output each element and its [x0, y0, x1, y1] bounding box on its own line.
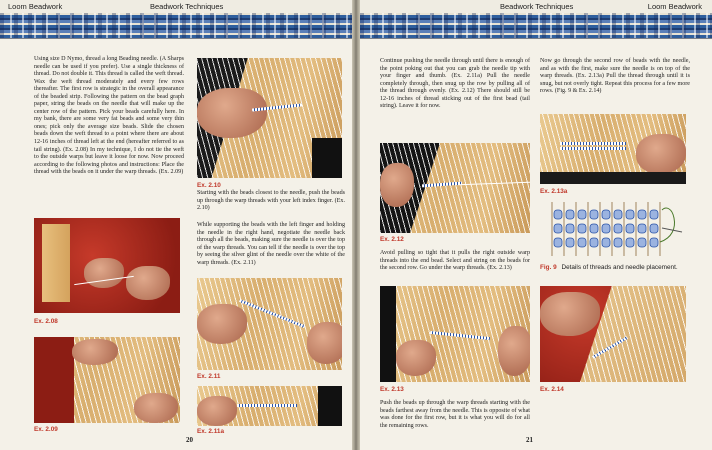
- right-header-title: Loom Beadwork: [647, 2, 702, 11]
- caption-ex-2-14: Ex. 2.14: [540, 386, 564, 393]
- left-page: [0, 0, 352, 450]
- photo-ex-2-13a: [540, 114, 686, 184]
- photo-ex-2-14: [540, 286, 686, 382]
- right-col2-text: Now go through the second row of beads with the needle, and as with the first, make sure the needle is on top of the warp threads. (Ex. 2.13a) Pull the thread through until it is snug, but not overly tight. Repeat this process for a few more rows. (Fig. 9 & Ex. 2.14): [540, 58, 690, 95]
- hand: [307, 322, 342, 364]
- hand-left: [84, 258, 124, 288]
- caption-ex-2-13a: Ex. 2.13a: [540, 188, 568, 195]
- hand: [134, 393, 178, 423]
- caption-ex-2-08: Ex. 2.08: [34, 318, 58, 325]
- caption-ex-2-11: Ex. 2.11: [197, 373, 221, 380]
- left-header-section: Beadwork Techniques: [150, 2, 224, 11]
- figure-9-description: Details of threads and needle placement.: [561, 264, 678, 271]
- left-col2-text-b: While supporting the beads with the left finger and holding the needle in the right hand, negotiate the needle back through all the beads, making sure the needle is over the top of the warp threads. You can tell if the needle is over the top by seeing the silver glint of the needle over the white of the warp threads. (Ex. 2.11): [197, 222, 345, 266]
- caption-ex-2-09: Ex. 2.09: [34, 426, 58, 433]
- bead-row: [560, 142, 626, 145]
- hand: [197, 304, 247, 344]
- right-col1-text-b: Avoid pulling so tight that it pulls the right outside warp threads into the end bead. Select and string on the beads for the second row. Go under the warp threads. (Ex. 2.13): [380, 250, 530, 272]
- left-col2-text-a: Starting with the beads closest to the needle, push the beads up through the warp threads with your left index finger. (Ex. 2.10): [197, 190, 345, 212]
- photo-ex-2-11: [197, 278, 342, 370]
- photo-ex-2-13: [380, 286, 530, 382]
- right-header: [360, 0, 712, 14]
- caption-ex-2-11a: Ex. 2.11a: [197, 428, 225, 435]
- right-header-section: Beadwork Techniques: [500, 2, 574, 11]
- photo-ex-2-12: [380, 143, 530, 233]
- right-col1-text-c: Push the beads up through the warp threads starting with the beads farthest away from the needle. This is opposite of what was done for the first row, but it is what you will do for all the remaining rows.: [380, 400, 530, 429]
- figure-9-caption: [540, 264, 678, 271]
- beaded-band-decoration: [360, 13, 712, 39]
- right-col1-text-a: Continue pushing the needle through until there is enough of the point poking out that you can grab the needle tip with your finger and thumb. (Ex. 2.11a) Pull the needle completely through, then snug up the row by pulling all of the thread through evenly. (Ex. 2.12) There should still be 12-16 inches of thread sticking out of the first bead (tail string). Leave it for now.: [380, 58, 530, 110]
- figure-9-diagram: [540, 198, 686, 260]
- hand: [72, 339, 118, 365]
- hand: [197, 88, 267, 138]
- hand: [498, 326, 530, 376]
- bead-row: [237, 404, 297, 407]
- left-page-number: 20: [186, 436, 193, 444]
- left-header: [0, 0, 352, 14]
- hand: [636, 134, 686, 174]
- photo-ex-2-08: [34, 218, 180, 313]
- loom-post: [42, 224, 70, 302]
- right-page-number: 21: [526, 436, 533, 444]
- red-background: [34, 337, 74, 423]
- right-page: [360, 0, 712, 450]
- photo-ex-2-09: [34, 337, 180, 423]
- beaded-band-decoration: [0, 13, 352, 39]
- hand: [540, 292, 600, 336]
- left-header-title: Loom Beadwork: [8, 2, 63, 11]
- hand: [396, 340, 436, 376]
- caption-ex-2-12: Ex. 2.12: [380, 236, 404, 243]
- left-column-text: Using size D Nymo, thread a long Beading needle. (A Sharps needle can be used if you prefer). Use a single thickness of thread. Do not double it. This thread is called the weft thread. Wax the weft thread moderately and every few rows thereafter. The first row is strategic in the overall appearance of the beaded strip. Following the pattern on the bead graph paper, string the beads on the needle that will make up the center row of the pattern. Pick your beads carefully here. In my bank, there are some very fat beads and some very thin ones; pick only the average size beads. Slide the chosen beads down the weft thread to a point where there are about 12-16 inches of thread left at the end (hereafter referred to as tail string). (Ex. 2.08) In my technique, I do not tie the weft to the outside warps but leave it loose for now. Now proceed according to the following photos and instructions: Place the thread with the beads on it under the warp threads. (Ex. 2.09): [34, 56, 184, 176]
- hand: [380, 163, 414, 207]
- caption-ex-2-10: Ex. 2.10: [197, 182, 221, 189]
- hand-right: [126, 266, 170, 300]
- photo-ex-2-10: [197, 58, 342, 178]
- threads-and-beads-diagram: [540, 198, 686, 260]
- hand: [197, 396, 237, 426]
- bead-row: [560, 147, 626, 150]
- photo-ex-2-11a: [197, 386, 342, 426]
- caption-ex-2-13: Ex. 2.13: [380, 386, 404, 393]
- figure-9-label: Fig. 9: [540, 264, 557, 271]
- book-gutter: [352, 0, 360, 450]
